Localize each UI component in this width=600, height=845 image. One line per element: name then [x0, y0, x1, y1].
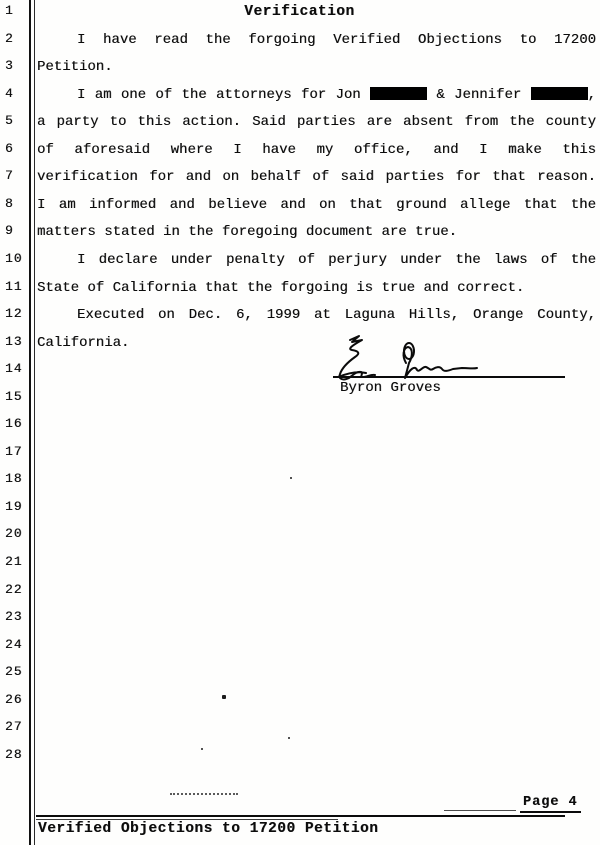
- line-number: 28: [5, 746, 23, 762]
- body-text-area: [37, 0, 598, 845]
- signature-line: [333, 376, 565, 378]
- line-number: 4: [5, 85, 14, 101]
- body-line: Petition.: [37, 59, 113, 76]
- left-margin-rule-outer: [29, 0, 31, 845]
- line-number: 8: [5, 195, 14, 211]
- line-number: 26: [5, 691, 23, 707]
- scan-artifact-dot: [222, 695, 226, 699]
- body-line: Executed on Dec. 6, 1999 at Laguna Hills, Orange County,: [77, 307, 596, 324]
- redaction-box: [531, 87, 588, 100]
- line-number: 14: [5, 361, 23, 377]
- body-line: I have read the forgoing Verified Objections to 17200: [77, 31, 596, 48]
- line-number: 15: [5, 388, 23, 404]
- line-number: 10: [5, 250, 23, 266]
- signature-typed-name: Byron Groves: [340, 380, 441, 396]
- line-number: 23: [5, 609, 23, 625]
- line-number: 22: [5, 581, 23, 597]
- line-number: 2: [5, 30, 14, 46]
- redaction-box: [370, 87, 427, 100]
- body-line: State of California that the forgoing is true and correct.: [37, 279, 525, 296]
- document-title: Verification: [244, 4, 355, 20]
- line-number: 6: [5, 140, 14, 156]
- line-number: 27: [5, 719, 23, 735]
- line-number: 17: [5, 443, 23, 459]
- body-line: verification for and on behalf of said parties for that reason.: [37, 169, 596, 186]
- body-line: a party to this action. Said parties are absent from the county: [37, 114, 596, 131]
- line-number: 7: [5, 168, 14, 184]
- scan-artifact-dot: [288, 737, 290, 739]
- body-line: I am one of the attorneys for Jon & Jennifer ,: [77, 86, 596, 103]
- line-number: 3: [5, 58, 14, 74]
- scan-artifact-dot: [201, 748, 203, 750]
- line-number: 13: [5, 333, 23, 349]
- line-number: 11: [5, 278, 23, 294]
- page-number-dash: [444, 810, 516, 811]
- footer-document-title: Verified Objections to 17200 Petition: [38, 821, 379, 837]
- scan-artifact-dot: [290, 477, 292, 479]
- line-number: 25: [5, 664, 23, 680]
- body-line: of aforesaid where I have my office, and I make this: [37, 141, 596, 158]
- body-line: I declare under penalty of perjury under the laws of the: [77, 251, 596, 268]
- body-line: California.: [37, 334, 130, 351]
- line-number: 21: [5, 554, 23, 569]
- line-number: 9: [5, 223, 14, 239]
- body-line: I am informed and believe and on that ground allege that the: [37, 196, 596, 213]
- line-number: 24: [5, 636, 23, 652]
- line-number: 20: [5, 526, 23, 542]
- body-line: matters stated in the foregoing document are true.: [37, 224, 458, 241]
- left-margin-rule-inner: [34, 0, 35, 845]
- page-number: Page 4: [520, 795, 581, 813]
- line-number: 1: [5, 3, 14, 18]
- line-number: 18: [5, 471, 23, 487]
- line-number: 12: [5, 306, 23, 322]
- footer-rule: [36, 815, 565, 817]
- scan-artifact-dashes: [170, 793, 238, 795]
- line-number: 19: [5, 498, 23, 514]
- line-number: 16: [5, 416, 23, 432]
- line-number: 5: [5, 113, 14, 129]
